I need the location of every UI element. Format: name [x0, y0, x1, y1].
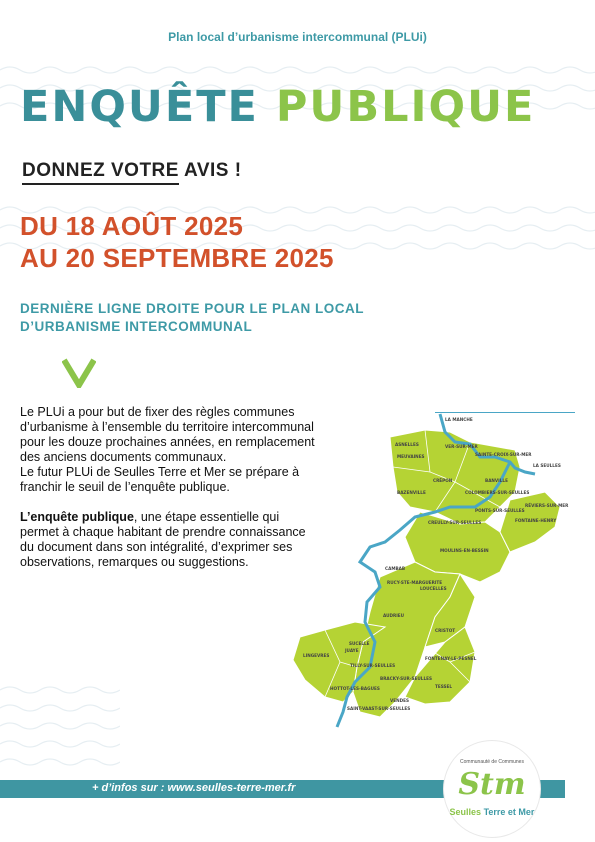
logo-name-part-2: Terre et Mer — [481, 807, 535, 817]
title-word-publique: PUBLIQUE — [275, 82, 536, 132]
map-commune: VER-SUR-MER — [445, 444, 478, 449]
map-commune: MEUVAINES — [397, 454, 425, 459]
map-commune: RÉVIERS-SUR-MER — [525, 503, 569, 508]
map-commune: AUDRIEU — [383, 613, 405, 618]
date-end: AU 20 SEPTEMBRE 2025 — [20, 243, 334, 273]
map-commune: TESSEL — [435, 684, 453, 689]
date-range — [20, 210, 334, 274]
map-commune: HOTTOT-LES-BAGUES — [330, 686, 380, 691]
page-title — [20, 82, 535, 132]
map-commune: LINGEVRES — [303, 653, 330, 658]
map-commune: LOUCELLES — [420, 586, 447, 591]
chevron-down-icon — [62, 358, 96, 388]
map-label-sea: LA MANCHE — [445, 417, 473, 422]
logo-name — [444, 807, 540, 817]
territory-map — [285, 412, 575, 737]
map-commune: CAMBAB — [385, 566, 406, 571]
map-commune: BANVILLE — [485, 478, 508, 483]
map-label-river: LA SEULLES — [533, 463, 561, 468]
title-word-enquete: ENQUÊTE — [20, 82, 259, 132]
map-commune: JUAYE — [345, 648, 359, 653]
logo-top-text: Communauté de Communes — [460, 759, 524, 765]
body-paragraph-3-bold: L’enquête publique — [20, 510, 134, 524]
body-text — [20, 405, 320, 585]
subtitle-rest: AVIS ! — [178, 160, 242, 181]
body-paragraph-1: Le PLUi a pour but de fixer des règles communes d’urbanisme à l’ensemble du territoire intercommunal pour les douze prochaines années, en remplacement des anciens documents communaux. — [20, 405, 315, 464]
map-commune: COLOMBIERS-SUR-SEULLES — [465, 490, 530, 495]
map-commune: CRISTOT — [435, 628, 456, 633]
logo-mark: Stm — [458, 767, 526, 802]
logo-name-part-1: Seulles — [449, 807, 482, 817]
map-commune: SUCELLE — [349, 641, 370, 646]
footer-link[interactable]: + d’infos sur : www.seulles-terre-mer.fr — [92, 782, 296, 794]
body-paragraph-2: Le futur PLUi de Seulles Terre et Mer se prépare à franchir le seuil de l’enquête publique. — [20, 465, 300, 494]
map-commune: ASNELLES — [395, 442, 419, 447]
map-commune: CREULLY-SUR-SEULLES — [428, 520, 482, 525]
map-commune: SAINTE-CROIX-SUR-MER — [475, 452, 532, 457]
map-commune: CRÉPON — [433, 478, 453, 483]
map-commune: FONTAINE-HENRY — [515, 518, 557, 523]
intro-heading — [20, 300, 500, 336]
map-commune: TILLY-SUR-SEULLES — [350, 663, 396, 668]
body-paragraph-3 — [20, 510, 320, 570]
date-start: DU 18 AOÛT 2025 — [20, 211, 244, 241]
body-paragraph-3-rest: , une étape essentielle qui permet à chaque habitant de prendre connaissance du document dans son intégralité, d’exprimer ses observations, remarques ou suggestions. — [20, 510, 306, 569]
subtitle-underlined: DONNEZ VOTRE — [22, 160, 179, 185]
map-commune: MOULINS-EN-BESSIN — [440, 548, 489, 553]
map-commune: FONTENAY-LE-PESNEL — [425, 656, 477, 661]
stm-logo — [443, 740, 541, 838]
map-commune: PONTS-SUR-SEULLES — [475, 508, 525, 513]
map-commune: BAZENVILLE — [397, 490, 426, 495]
intro-line-1: DERNIÈRE LIGNE DROITE POUR LE PLAN LOCAL — [20, 301, 365, 316]
plan-title: Plan local d’urbanisme intercommunal (PLUi) — [168, 30, 427, 44]
subtitle — [22, 160, 242, 182]
map-commune: BRACKY-SUR-SEULLES — [380, 676, 432, 681]
map-commune: SAINT-VAAST-SUR-SEULLES — [347, 706, 411, 711]
map-commune: VENDES — [390, 698, 409, 703]
intro-line-2: D’URBANISME INTERCOMMUNAL — [20, 319, 253, 334]
map-commune: RUCY-STE-MARGUERITE — [387, 580, 443, 585]
